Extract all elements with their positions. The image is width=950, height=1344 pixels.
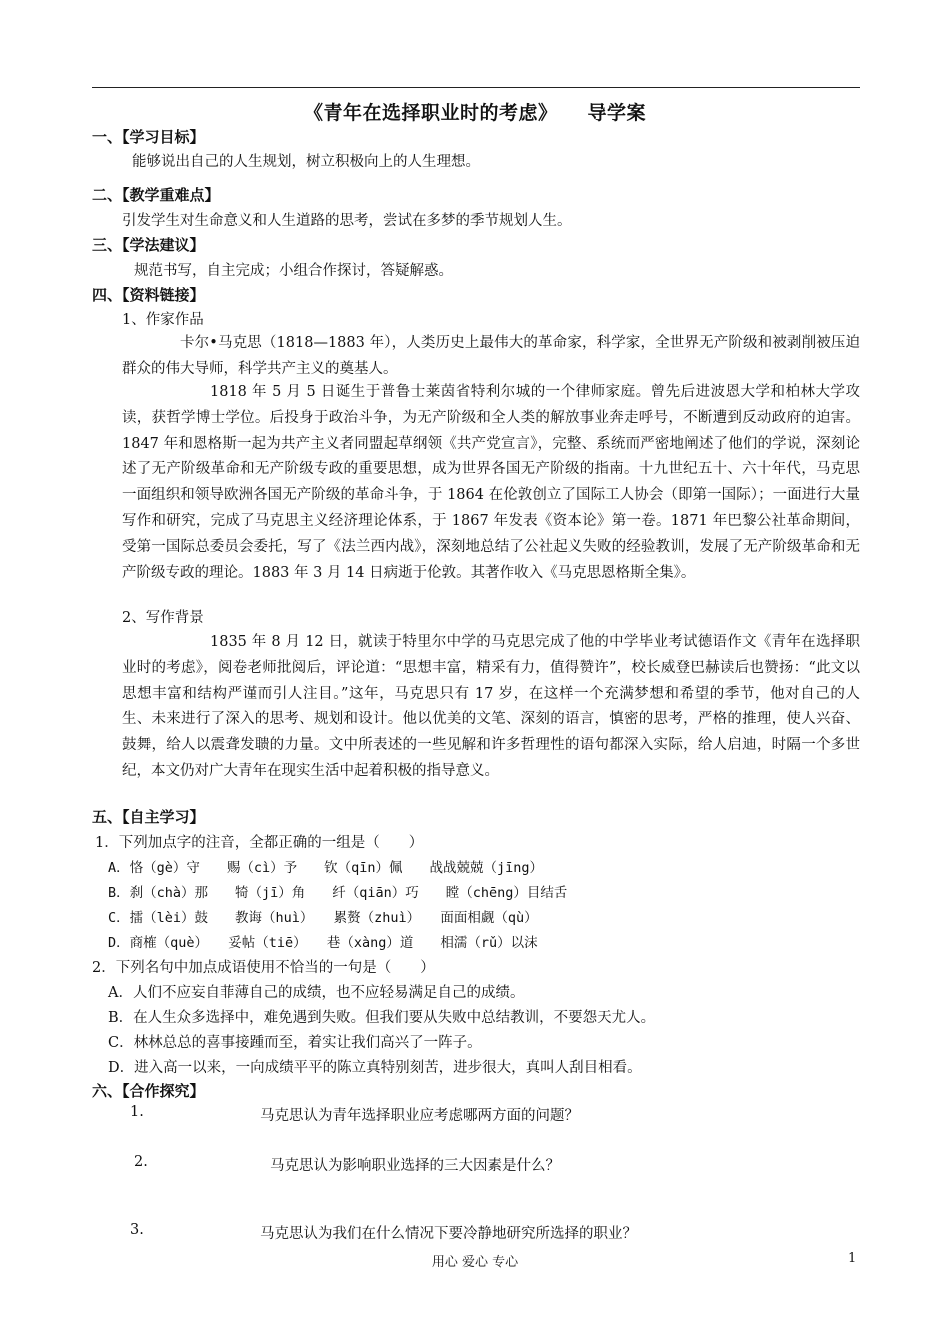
discussion-item-number: 1.: [130, 1104, 144, 1120]
section-3-body: 规范书写，自主完成；小组合作探讨，答疑解惑。: [134, 263, 453, 279]
question-1: 1．下列加点字的注音，全都正确的一组是（ ）: [95, 835, 424, 851]
subheading-background: 2、写作背景: [122, 610, 204, 626]
discussion-item-text: 马克思认为青年选择职业应考虑哪两方面的问题？: [260, 1108, 579, 1124]
footer-motto: 用心 爱心 专心: [431, 1255, 519, 1270]
paragraph-author-bio: 1818 年 5 月 5 日诞生于普鲁士莱茵省特利尔城的一个律师家庭。曾先后进波恩大学和柏林大学攻读，获哲学博士学位。后投身于政治斗争，为无产阶级和全人类的解放事业奔走呼号，不断遭到反动政府的迫害。1847 年和恩格斯一起为共产主义者同盟起草纲领《共产党宣言》，完整、系统而严密地阐述了他们的学说，深刻论述了无产阶级革命和无产阶级专政的重要思想，成为世界各国无产阶级的指南。十九世纪五十、六十年代，马克思一面组织和领导欧洲各国无产阶级的革命斗争，于 1864 在伦敦创立了国际工人协会（即第一国际）；一面进行大量写作和研究，完成了马克思主义经济理论体系，于 1867 年发表《资本论》第一卷。1871 年巴黎公社革命期间，受第一国际总委员会委托，写了《法兰西内战》，深刻地总结了公社起义失败的经验教训，发展了无产阶级革命和无产阶级专政的理论。1883 年 3 月 14 日病逝于伦敦。其著作收入《马克思恩格斯全集》。: [122, 384, 860, 581]
paragraph-author-intro: 卡尔•马克思（1818—1883 年），人类历史上最伟大的革命家，科学家，全世界无产阶级和被剥削被压迫群众的伟大导师，科学共产主义的奠基人。: [122, 335, 860, 377]
section-3-heading: 三、【学法建议】: [92, 236, 205, 254]
question-1-option-b: B．刹（chà）那 犄（jī）角 纤（qiān）巧 瞠（chēng）目结舌: [108, 885, 568, 901]
section-2-heading: 二、【教学重难点】: [92, 186, 220, 204]
question-2-option-c: C．林林总总的喜事接踵而至，着实让我们高兴了一阵子。: [108, 1035, 482, 1051]
question-1-option-d: D．商榷（què） 妥帖（tiē） 巷（xàng）道 相濡（rǔ）以沫: [108, 935, 538, 951]
question-1-option-a: A．恪（gè）守 赐（cì）予 钦（qīn）佩 战战兢兢（jīng）: [108, 860, 544, 876]
discussion-item-text: 马克思认为我们在什么情况下要冷静地研究所选择的职业？: [260, 1226, 637, 1242]
discussion-item-number: 3.: [130, 1222, 144, 1238]
discussion-item-text: 马克思认为影响职业选择的三大因素是什么？: [270, 1158, 560, 1174]
discussion-item-number: 2.: [134, 1154, 148, 1170]
header-rule: [92, 87, 860, 88]
question-2: 2．下列名句中加点成语使用不恰当的一句是（ ）: [92, 960, 435, 976]
section-6-heading: 六、【合作探究】: [92, 1082, 205, 1100]
subheading-author: 1、作家作品: [122, 312, 204, 328]
section-1-heading: 一、【学习目标】: [92, 128, 205, 146]
section-5-heading: 五、【自主学习】: [92, 808, 205, 826]
paragraph-background: 1835 年 8 月 12 日，就读于特里尔中学的马克思完成了他的中学毕业考试德语作文《青年在选择职业时的考虑》，阅卷老师批阅后，评论道：“思想丰富，精采有力，值得赞许”，校长威登巴赫读后也赞扬：“此文以思想丰富和结构严谨而引人注目。”这年，马克思只有 17 岁，在这样一个充满梦想和希望的季节，他对自己的人生、未来进行了深入的思考、规划和设计。他以优美的文笔、深刻的语言，慎密的思考，严格的推理，使人兴奋、鼓舞，给人以震聋发聩的力量。文中所表述的一些见解和许多哲理性的语句都深入实际，给人启迪，时隔一个多世纪，本文仍对广大青年在现实生活中起着积极的指导意义。: [122, 634, 860, 779]
question-2-option-a: A．人们不应妄自菲薄自己的成绩，也不应轻易满足自己的成绩。: [108, 985, 525, 1001]
page-title: 《青年在选择职业时的考虑》 导学案: [303, 102, 647, 124]
section-2-body: 引发学生对生命意义和人生道路的思考，尝试在多梦的季节规划人生。: [122, 213, 572, 229]
section-4-heading: 四、【资料链接】: [92, 286, 205, 304]
section-1-body: 能够说出自己的人生规划，树立积极向上的人生理想。: [132, 154, 480, 170]
question-2-option-b: B．在人生众多选择中，难免遇到失败。但我们要从失败中总结教训，不要怨天尤人。: [108, 1010, 656, 1026]
question-1-option-c: C．擂（lèi）鼓 教诲（huì） 累赘（zhuì） 面面相觑（qù）: [108, 910, 538, 926]
page-number: 1: [848, 1251, 857, 1266]
question-2-option-d: D．进入高一以来，一向成绩平平的陈立真特别刻苦，进步很大，真叫人刮目相看。: [108, 1060, 642, 1076]
